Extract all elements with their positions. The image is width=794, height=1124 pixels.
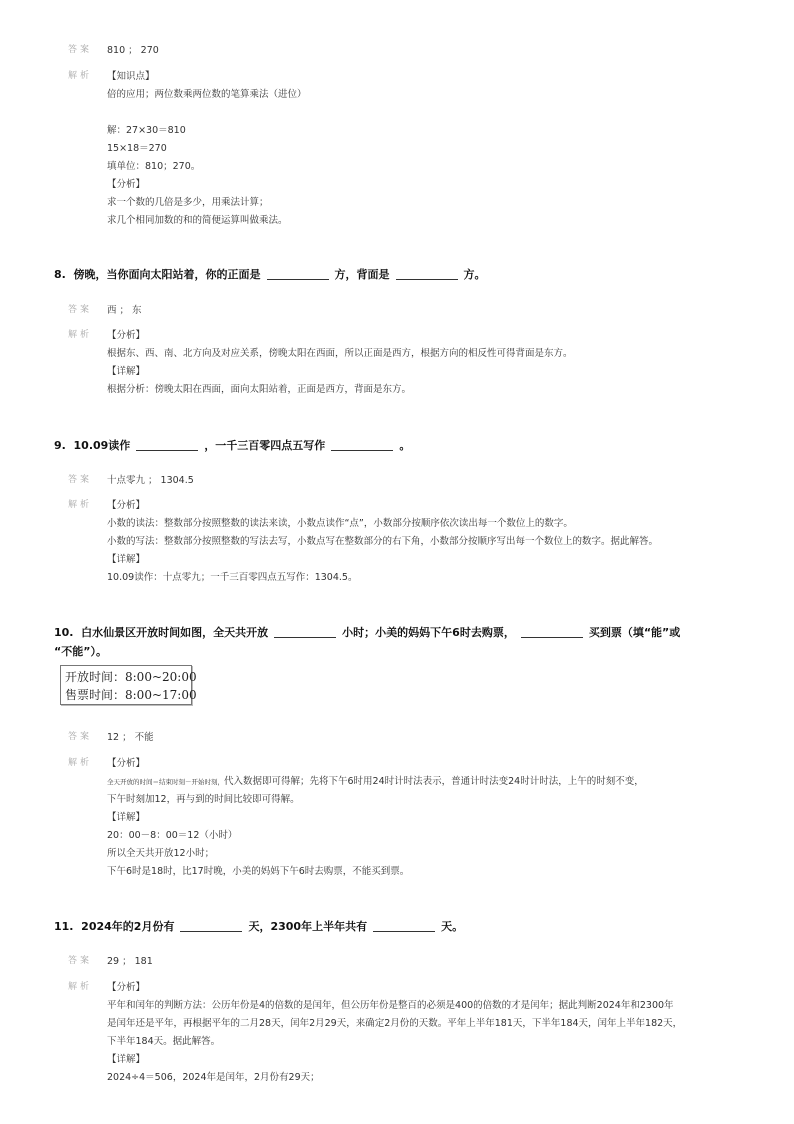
q10-line: 所以全天共开放12小时； <box>107 848 215 859</box>
q10-line: 下午时刻加12，再与到的时间比较即可得解。 <box>107 794 300 805</box>
q10-line: 下午6时是18时，比17时晚，小美的妈妈下午6时去购票，不能买到票。 <box>107 866 410 877</box>
q7-line: 求一个数的几倍是多少，用乘法计算； <box>107 197 269 208</box>
q10-analysis-head: 【分析】 <box>107 758 146 769</box>
question-text: 10.09读作 <box>73 439 131 452</box>
answer-blank <box>136 440 198 451</box>
q7-line: 解：27×30＝810 <box>107 125 186 136</box>
q10-formula: 全天开放的时间＝结束时刻－开始时刻， <box>107 778 224 786</box>
question-text: 方，背面是 <box>334 268 390 281</box>
q9-line: 10.09读作：十点零九；一千三百零四点五写作：1304.5。 <box>107 572 358 583</box>
q11-line: 平年和闰年的判断方法：公历年份是4的倍数的是闰年，但公历年份是整百的必须是400的倍数的才是闰年；据此判断2024年和2300年 <box>107 1000 674 1011</box>
question-text: 方。 <box>463 268 486 281</box>
analysis-label: 解析 <box>68 758 93 768</box>
question-text: 白水仙景区开放时间如图，全天共开放 <box>81 626 269 639</box>
q7-line: 倍的应用；两位数乘两位数的笔算乘法（进位） <box>107 89 307 100</box>
answer-label: 答案 <box>68 732 93 742</box>
analysis-label: 解析 <box>68 500 93 510</box>
answer-blank <box>267 269 329 280</box>
question-text: 2024年的2月份有 <box>81 920 175 933</box>
answer-blank <box>180 921 242 932</box>
answer-label: 答案 <box>68 475 93 485</box>
answer-blank <box>274 627 336 638</box>
q11-line: 【分析】 <box>107 982 146 993</box>
q10-line: 20：00－8：00＝12（小时） <box>107 830 238 841</box>
question-text: 小时；小美的妈妈下午6时去购票， <box>342 626 515 639</box>
q10-formula-rest: 代入数据即可得解；先将下午6时用24时计时法表示，普通计时法变24时计时法，上午的时刻不变， <box>224 776 644 787</box>
question-11 <box>54 918 463 934</box>
q8-line: 根据东、西、南、北方向及对应关系，傍晚太阳在西面，所以正面是西方，根据方向的相反性可得背面是东方。 <box>107 348 573 359</box>
q7-line: 【分析】 <box>107 179 146 190</box>
q10-line: 【详解】 <box>107 812 146 823</box>
q9-line: 小数的读法：整数部分按照整数的读法来读，小数点读作“点”，小数部分按顺序依次读出每一个数位上的数字。 <box>107 518 573 529</box>
answer-blank <box>373 921 435 932</box>
opening-hours-line: 开放时间：8:00~20:00 <box>65 670 197 684</box>
answer-blank <box>521 627 583 638</box>
q10-answer: 12 ； 不能 <box>107 732 154 743</box>
question-9 <box>54 437 410 453</box>
q11-line: 下半年184天。据此解答。 <box>107 1036 221 1047</box>
q8-line: 【详解】 <box>107 366 146 377</box>
answer-label: 答案 <box>68 45 93 55</box>
question-number: 11. <box>54 920 74 933</box>
answer-label: 答案 <box>68 956 93 966</box>
question-text: 傍晚，当你面向太阳站着，你的正面是 <box>73 268 261 281</box>
question-text: ，一千三百零四点五写作 <box>204 439 326 452</box>
analysis-label: 解析 <box>68 71 93 81</box>
q11-line: 2024÷4＝506，2024年是闰年，2月份有29天； <box>107 1072 320 1083</box>
question-8 <box>54 266 486 282</box>
analysis-label: 解析 <box>68 982 93 992</box>
q8-line: 根据分析：傍晚太阳在西面，面向太阳站着，正面是西方，背面是东方。 <box>107 384 412 395</box>
answer-blank <box>396 269 458 280</box>
analysis-label: 解析 <box>68 330 93 340</box>
q9-line: 【详解】 <box>107 554 146 565</box>
ticket-hours-line: 售票时间：8:00~17:00 <box>65 688 197 702</box>
answer-blank <box>331 440 393 451</box>
question-number: 9. <box>54 439 66 452</box>
question-10 <box>54 624 680 640</box>
question-number: 8. <box>54 268 66 281</box>
q7-line: 求几个相同加数的和的简便运算叫做乘法。 <box>107 215 288 226</box>
q9-line: 小数的写法：整数部分按照整数的写法去写，小数点写在整数部分的右下角，小数部分按顺序写出每一个数位上的数字。据此解答。 <box>107 536 659 547</box>
q7-line: 【知识点】 <box>107 71 155 82</box>
question-10-cont: “不能”）。 <box>54 645 107 658</box>
q7-answer: 810 ； 270 <box>107 45 159 56</box>
q10-formula-line <box>107 773 644 787</box>
q8-answer: 西 ； 东 <box>107 305 142 316</box>
question-text: 买到票（填“能”或 <box>588 626 681 639</box>
q8-line: 【分析】 <box>107 330 146 341</box>
opening-hours-image <box>60 665 197 705</box>
q11-line: 【详解】 <box>107 1054 146 1065</box>
q9-line: 【分析】 <box>107 500 146 511</box>
answer-label: 答案 <box>68 305 93 315</box>
question-text: 天，2300年上半年共有 <box>248 920 368 933</box>
question-text: 天。 <box>441 920 464 933</box>
q11-line: 是闰年还是平年，再根据平年的二月28天，闰年2月29天，来确定2月份的天数。平年上半年181天，下半年184天，闰年上半年182天， <box>107 1018 683 1029</box>
q9-answer: 十点零九 ； 1304.5 <box>107 475 194 486</box>
q7-line: 填单位：810；270。 <box>107 161 201 172</box>
q11-answer: 29 ； 181 <box>107 956 153 967</box>
question-text: 。 <box>399 439 411 452</box>
question-number: 10. <box>54 626 74 639</box>
q7-line: 15×18＝270 <box>107 143 167 154</box>
